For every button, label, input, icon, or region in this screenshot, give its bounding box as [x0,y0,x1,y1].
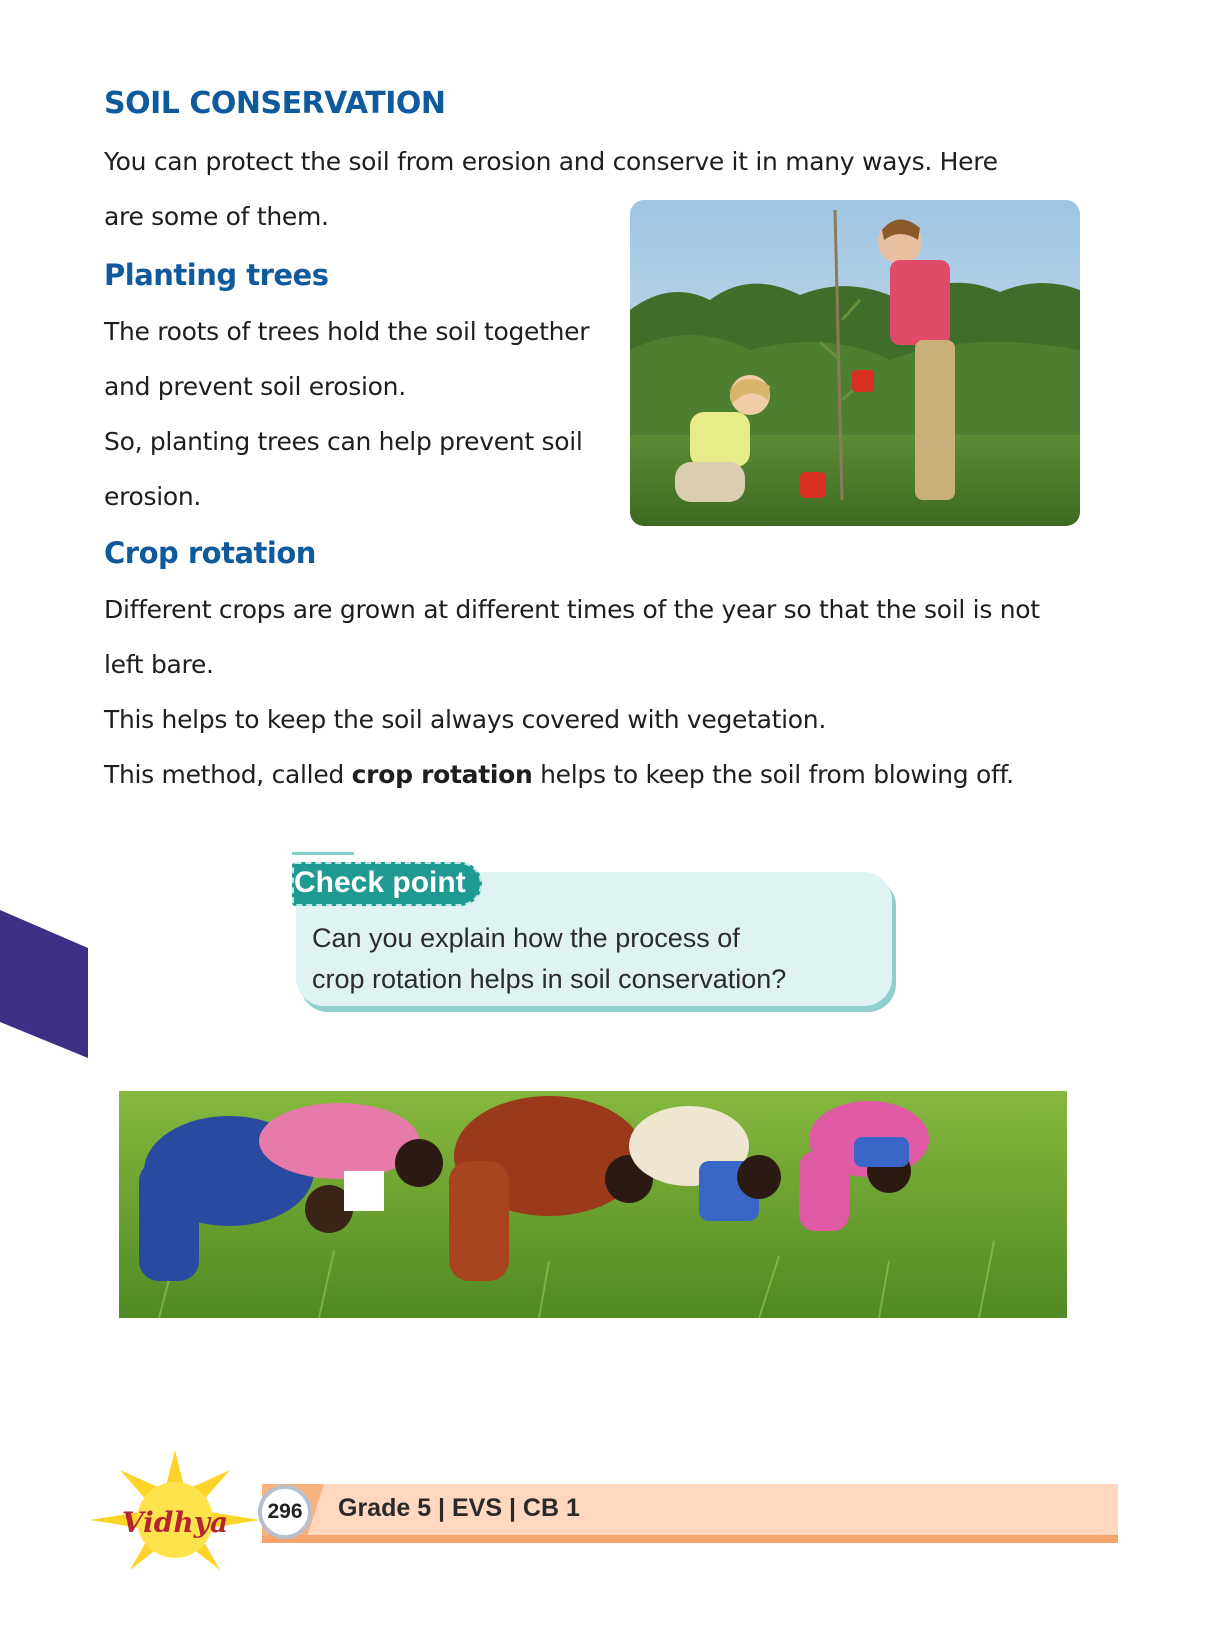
intro-line-1: You can protect the soil from erosion and conserve it in many ways. Here [104,147,998,176]
checkpoint-title: Check point [294,866,466,899]
vidhya-logo [90,1450,260,1575]
crop-line-prefix: This method, called [104,760,352,789]
page-number: 296 [258,1485,312,1539]
crop-line-last [104,747,1104,802]
checkpoint-tab-accent [292,852,354,855]
crop-line: left bare. [104,650,214,679]
planting-line: So, planting trees can help prevent soil [104,427,583,456]
chapter-side-tab [0,0,90,1625]
footer-grade-subject: Grade 5 | EVS | CB 1 [338,1494,580,1522]
checkpoint-line-2: crop rotation helps in soil conservation? [312,964,787,994]
planting-paragraph [104,304,624,524]
crop-rotation-paragraph [104,582,1104,802]
svg-text:Vidhya: Vidhya [121,1506,229,1539]
footer-bar-underline [262,1535,1118,1543]
crop-line: This helps to keep the soil always covered with vegetation. [104,705,826,734]
crop-line: Different crops are grown at different times of the year so that the soil is not [104,595,1040,624]
planting-line: and prevent soil erosion. [104,372,406,401]
checkpoint-question [312,918,872,1000]
children-planting-tree-photo [630,200,1080,526]
checkpoint-line-1: Can you explain how the process of [312,923,740,953]
planting-line: erosion. [104,482,202,511]
section-title-crop-rotation: Crop rotation [104,536,316,570]
intro-line-2: are some of them. [104,202,329,231]
page-title: SOIL CONSERVATION [104,86,446,121]
planting-line: The roots of trees hold the soil together [104,317,590,346]
section-title-planting-trees: Planting trees [104,258,329,292]
farmers-planting-rice-photo [119,1091,1067,1318]
crop-line-suffix: helps to keep the soil from blowing off. [532,760,1014,789]
crop-rotation-term: crop rotation [351,760,533,789]
